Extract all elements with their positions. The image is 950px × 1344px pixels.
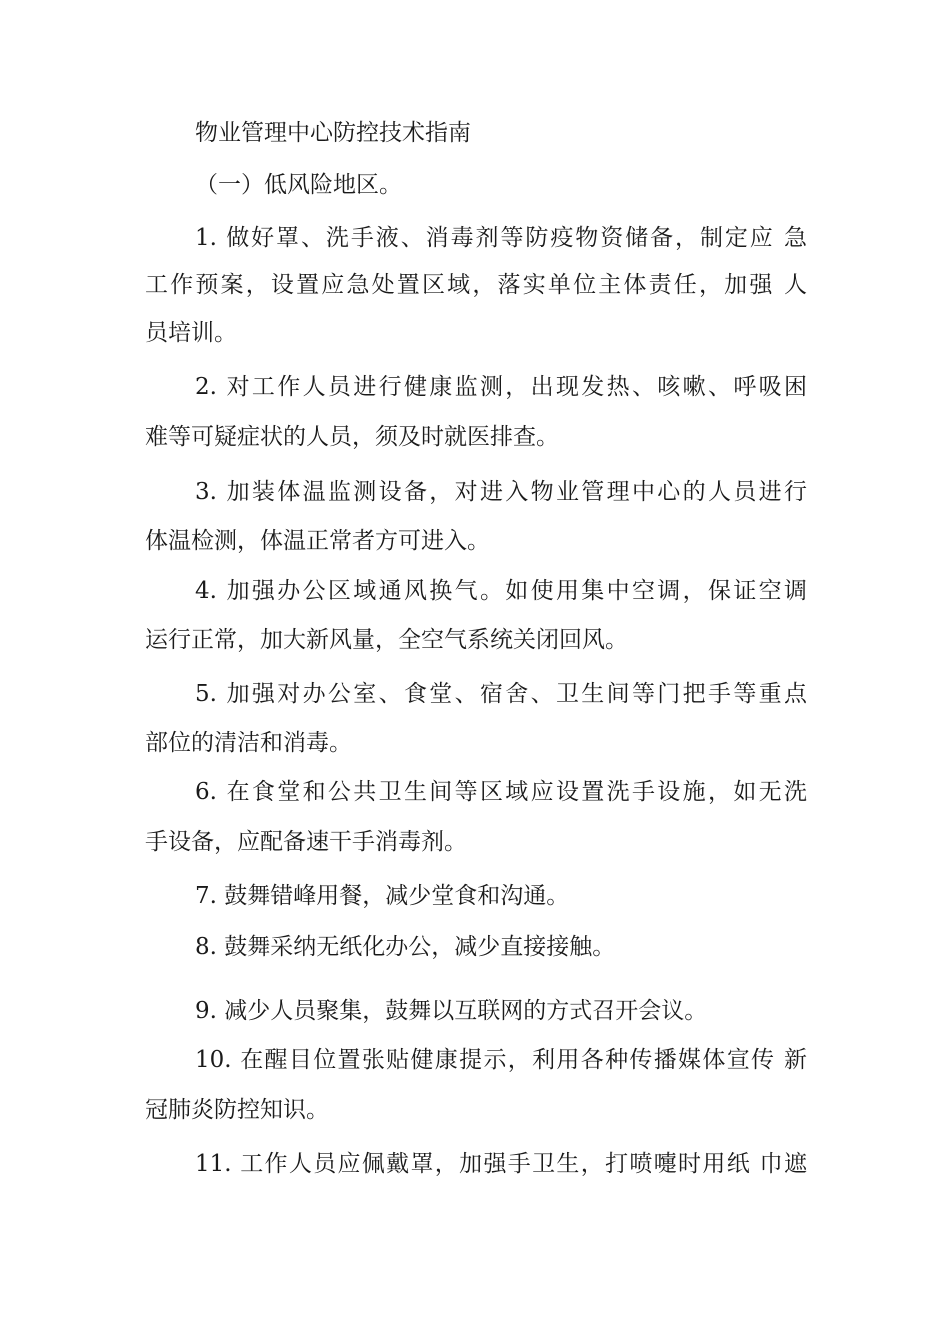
- document-title: 物业管理中心防控技术指南: [195, 120, 471, 146]
- paragraph-line: 手设备，应配备速干手消毒剂。: [145, 829, 467, 855]
- section-heading: （一）低风险地区。: [195, 172, 402, 198]
- paragraph-line: 难等可疑症状的人员，须及时就医排查。: [145, 424, 559, 450]
- paragraph-line: 6. 在食堂和公共卫生间等区域应设置洗手设施，如无洗: [195, 779, 807, 805]
- paragraph-line: 5. 加强对办公室、食堂、宿舍、卫生间等门把手等重点: [195, 681, 807, 707]
- paragraph-line: 9. 减少人员聚集，鼓舞以互联网的方式召开会议。: [195, 998, 708, 1024]
- paragraph-line: 冠肺炎防控知识。: [145, 1097, 329, 1123]
- paragraph-line: 10. 在醒目位置张贴健康提示，利用各种传播媒体宣传 新: [195, 1047, 807, 1073]
- paragraph-line: 工作预案，设置应急处置区域，落实单位主体责任，加强 人: [145, 272, 807, 298]
- paragraph-line: 部位的清洁和消毒。: [145, 730, 352, 756]
- paragraph-line: 11. 工作人员应佩戴罩，加强手卫生，打喷嚏时用纸 巾遮: [195, 1151, 807, 1177]
- paragraph-line: 体温检测，体温正常者方可进入。: [145, 528, 490, 554]
- paragraph-line: 8. 鼓舞采纳无纸化办公，减少直接接触。: [195, 934, 616, 960]
- paragraph-line: 1. 做好罩、洗手液、消毒剂等防疫物资储备，制定应 急: [195, 225, 807, 251]
- paragraph-line: 员培训。: [145, 320, 237, 346]
- paragraph-line: 7. 鼓舞错峰用餐，减少堂食和沟通。: [195, 883, 570, 909]
- paragraph-line: 4. 加强办公区域通风换气。如使用集中空调，保证空调: [195, 578, 807, 604]
- paragraph-line: 运行正常，加大新风量，全空气系统关闭回风。: [145, 627, 628, 653]
- paragraph-line: 3. 加装体温监测设备，对进入物业管理中心的人员进行: [195, 479, 807, 505]
- paragraph-line: 2. 对工作人员进行健康监测，出现发热、咳嗽、呼吸困: [195, 374, 807, 400]
